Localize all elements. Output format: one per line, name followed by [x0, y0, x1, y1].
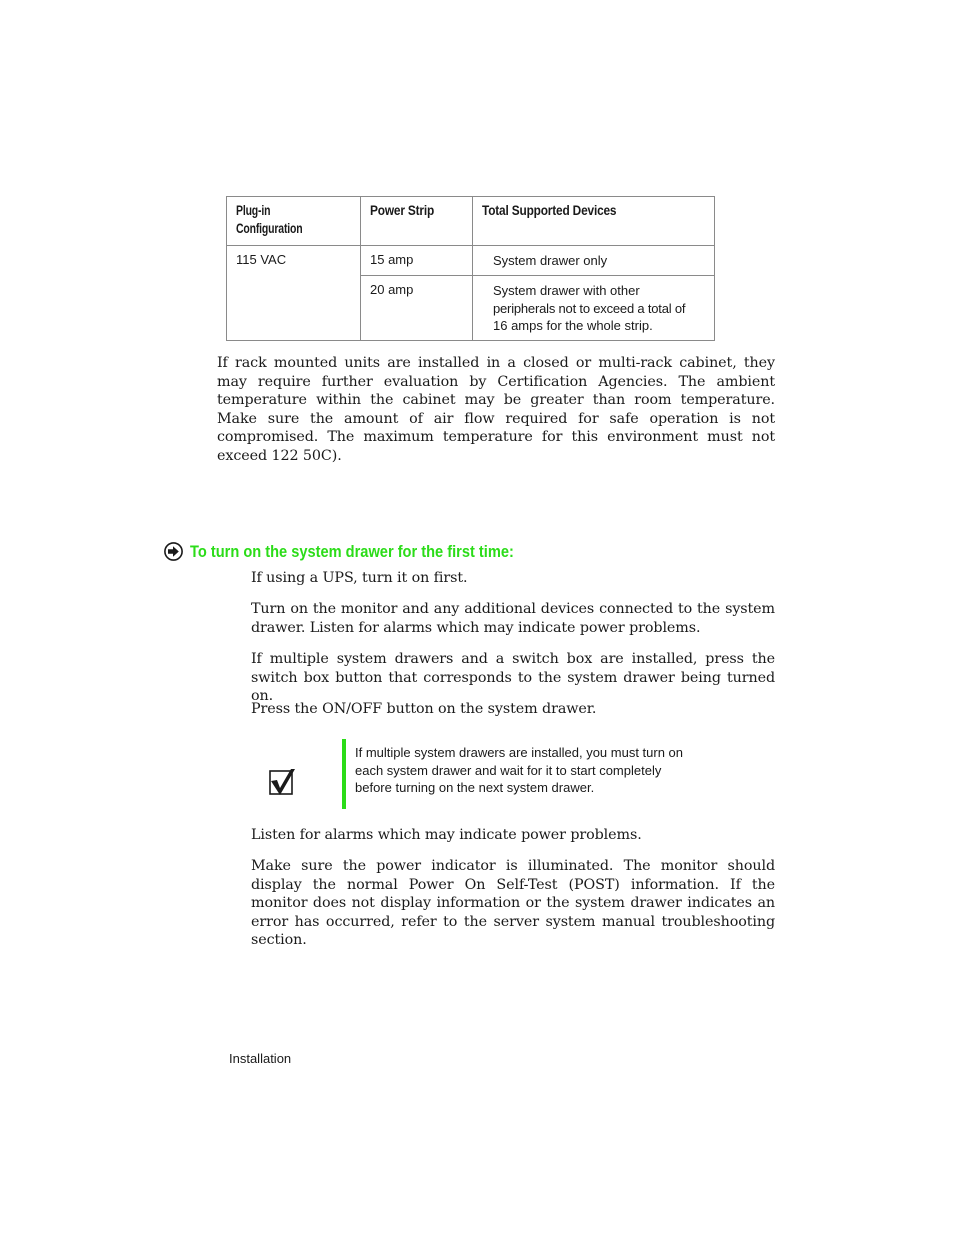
- step-1: If using a UPS, turn it on first.: [251, 570, 468, 586]
- power-strip-table: [226, 196, 715, 341]
- table-header-row: [227, 197, 715, 246]
- table-cell-devices: System drawer with other peripherals not to exceed a total of 16 amps for the whole strip.: [473, 276, 715, 341]
- table-cell-config: 115 VAC: [227, 246, 361, 341]
- step-4: Press the ON/OFF button on the system drawer.: [251, 701, 597, 717]
- table-cell-devices: System drawer only: [473, 246, 715, 276]
- arrow-right-circle-icon: [163, 541, 184, 562]
- note-text: If multiple system drawers are installed, you must turn on each system drawer and wait for it to start completely before turning on the next system drawer.: [355, 745, 684, 795]
- table-cell-strip: 15 amp: [361, 246, 473, 276]
- table-cell-strip: 20 amp: [361, 276, 473, 341]
- step-2: Turn on the monitor and any additional devices connected to the system drawer. Listen for alarms which may indicate power problems.: [251, 601, 775, 636]
- step-5: Listen for alarms which may indicate power problems.: [251, 827, 642, 843]
- column-header-power-strip: Power Strip: [361, 197, 473, 246]
- checkmark-note-icon: [268, 768, 296, 800]
- procedure-heading: To turn on the system drawer for the first time:: [163, 541, 567, 562]
- rack-cabinet-paragraph: If rack mounted units are installed in a closed or multi-rack cabinet, they may require further evaluation by Certification Agencies. The ambient temperature within the cabinet may be greater than room temperature. Make sure the amount of air flow required for safe operation is not compromised. The maximum temperature for this environment must not exceed 122 50C).: [217, 355, 775, 464]
- step-3: If multiple system drawers and a switch box are installed, press the switch box button that corresponds to the system drawer being turned on.: [251, 651, 775, 705]
- step-6: Make sure the power indicator is illuminated. The monitor should display the normal Power On Self-Test (POST) information. If the monitor does not display information or the system drawer indicates an error has occurred, refer to the server system manual troubleshooting section.: [251, 858, 775, 949]
- note-accent-bar: [342, 739, 346, 809]
- table-row: [227, 246, 715, 276]
- page-footer: Installation: [229, 1051, 292, 1066]
- column-header-total-supported-devices: Total Supported Devices: [473, 197, 715, 246]
- column-header-plugin-configuration: Plug-in Configuration: [227, 197, 361, 246]
